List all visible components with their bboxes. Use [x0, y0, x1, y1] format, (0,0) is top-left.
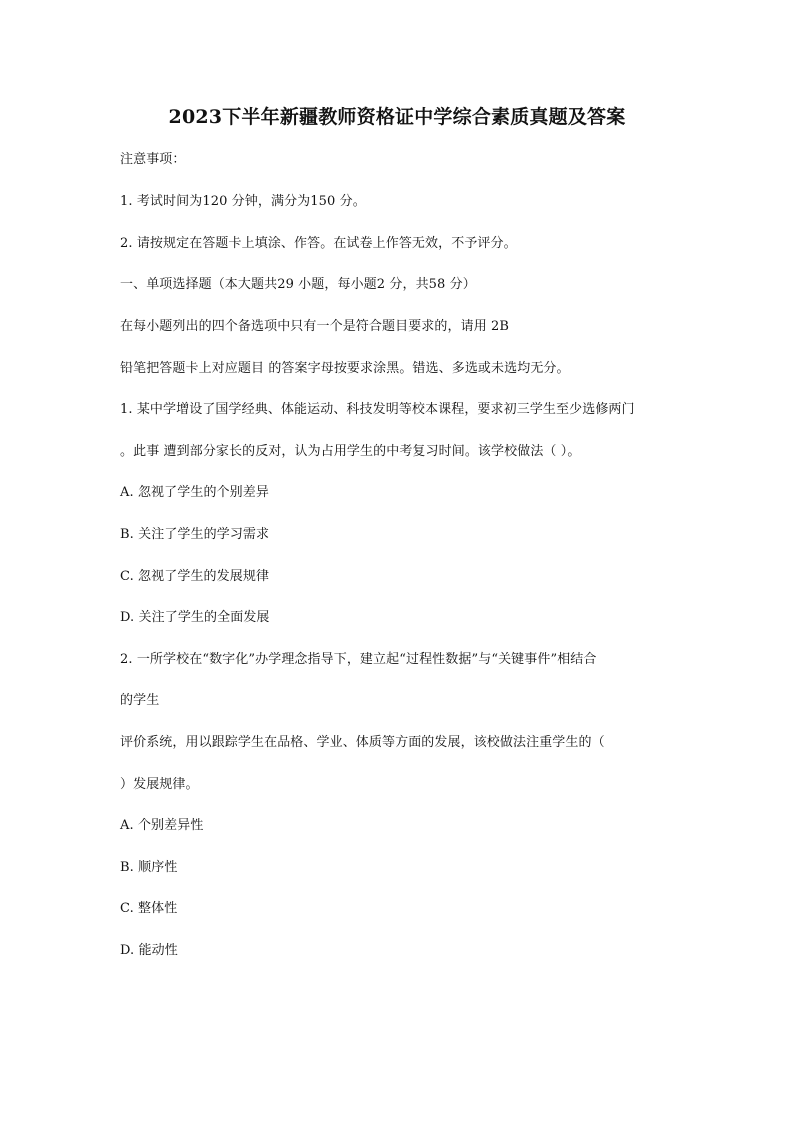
answer-option: D. 能动性	[120, 943, 178, 958]
question-stem-line: 的学生	[120, 693, 160, 708]
question-stem-line: ）发展规律。	[120, 777, 199, 792]
answer-option: C. 忽视了学生的发展规律	[120, 569, 270, 584]
notice-item: 2. 请按规定在答题卡上填涂、作答。在试卷上作答无效，不予评分。	[120, 236, 517, 251]
answer-option: A. 个别差异性	[120, 818, 204, 833]
instruction-line: 铅笔把答题卡上对应题目 的答案字母按要求涂黑。错选、多选或未选均无分。	[120, 361, 570, 376]
question-stem-line: 2. 一所学校在“数字化”办学理念指导下，建立起“过程性数据”与“关键事件”相结合	[120, 652, 597, 667]
question-stem-line: 。此事 遭到部分家长的反对，认为占用学生的中考复习时间。该学校做法（ ）。	[120, 444, 581, 459]
answer-option: B. 顺序性	[120, 860, 178, 875]
section-heading: 一、单项选择题（本大题共29 小题，每小题2 分，共58 分）	[120, 277, 476, 292]
instruction-line: 在每小题列出的四个备选项中只有一个是符合题目要求的，请用 2B	[120, 319, 510, 334]
document-title: 2023下半年新疆教师资格证中学综合素质真题及答案	[168, 106, 626, 128]
question-stem-line: 评价系统，用以跟踪学生在品格、学业、体质等方面的发展，该校做法注重学生的（	[120, 735, 605, 750]
answer-option: D. 关注了学生的全面发展	[120, 610, 270, 625]
answer-option: B. 关注了学生的学习需求	[120, 527, 270, 542]
answer-option: A. 忽视了学生的个别差异	[120, 485, 269, 500]
notice-heading: 注意事项：	[120, 152, 186, 167]
question-stem-line: 1. 某中学增设了国学经典、体能运动、科技发明等校本课程，要求初三学生至少选修两门	[120, 402, 635, 417]
answer-option: C. 整体性	[120, 901, 178, 916]
notice-item: 1. 考试时间为120 分钟，满分为150 分。	[120, 194, 366, 209]
